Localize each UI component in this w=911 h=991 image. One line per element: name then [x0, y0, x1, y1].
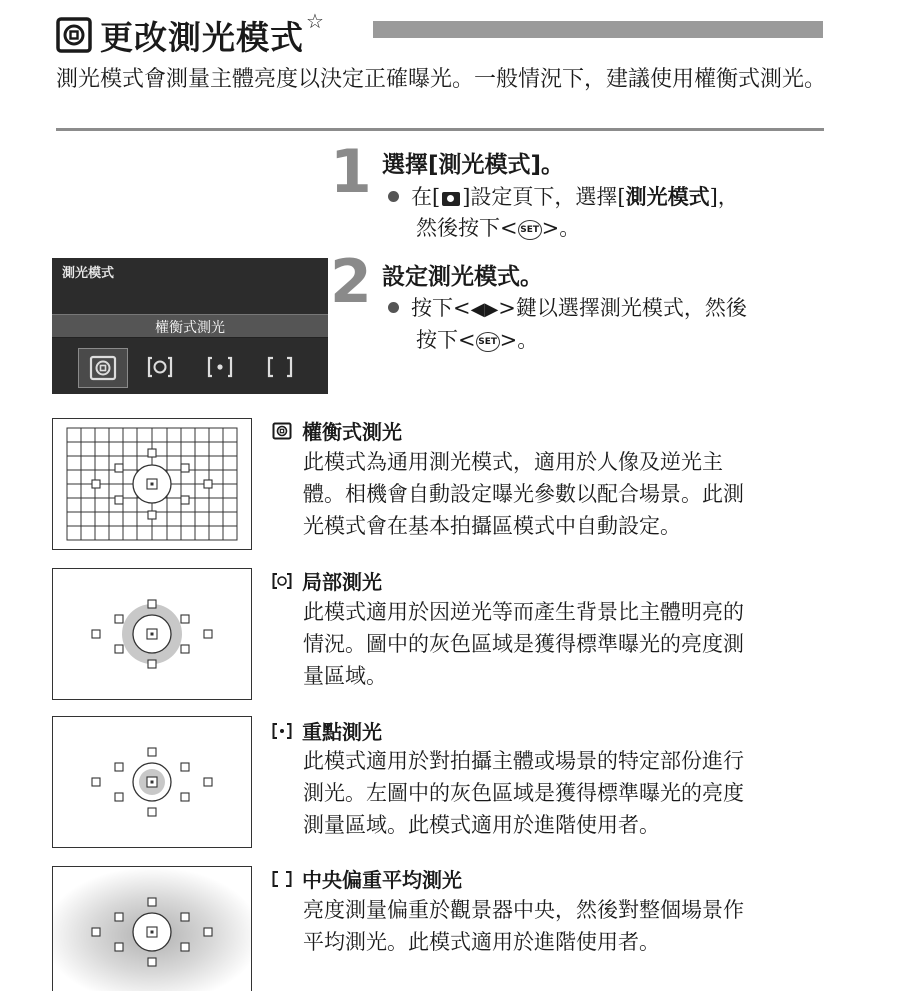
- camera-option-partial[interactable]: [136, 348, 184, 386]
- spot-metering-icon: [196, 348, 244, 386]
- set-button-icon: SET: [518, 220, 542, 240]
- page-header: [56, 9, 324, 58]
- bullet-icon: [388, 191, 399, 202]
- partial-metering-icon: [272, 572, 292, 590]
- set-button-icon: SET: [476, 332, 500, 352]
- step-1-heading: 選擇[測光模式]。: [382, 152, 565, 178]
- evaluative-metering-icon: [56, 17, 92, 53]
- camera-option-spot[interactable]: [196, 348, 244, 386]
- step-1-body: [388, 182, 828, 244]
- mode-evaluative-heading: 權衡式測光: [272, 416, 402, 445]
- step-1-line-2: 然後按下< SET >。: [416, 216, 581, 240]
- mode-spot-description: 此模式適用於對拍攝主體或場景的特定部份進行 測光。左圖中的灰色區域是獲得標準曝光的亮度 測量區域。此模式適用於進階使用者。: [303, 749, 744, 837]
- partial-metering-illustration: [53, 569, 251, 699]
- step-number-2: 2: [330, 247, 372, 317]
- evaluative-metering-icon: [272, 422, 292, 440]
- center-weighted-metering-icon: [272, 870, 292, 888]
- camera-lcd-screen: [52, 258, 328, 394]
- section-rule: [56, 128, 824, 131]
- partial-metering-diagram: [52, 568, 252, 700]
- center-weighted-metering-icon: [256, 348, 304, 386]
- mode-center-weighted-heading: 中央偏重平均測光: [272, 864, 462, 893]
- evaluative-metering-icon: [79, 349, 127, 387]
- mode-partial-heading: 局部測光: [272, 566, 382, 595]
- evaluative-grid-illustration: [53, 419, 251, 549]
- center-weighted-metering-diagram: [52, 866, 252, 991]
- camera-screen-title: 測光模式: [62, 266, 115, 281]
- center-weighted-illustration: [53, 867, 251, 991]
- step-2-line-1: 按下<◀▶>鍵以選擇測光模式，然後: [388, 293, 828, 325]
- spot-metering-diagram: [52, 716, 252, 848]
- spot-metering-icon: [272, 722, 292, 740]
- page-title: 更改測光模式: [100, 17, 304, 57]
- camera-shooting-icon: [442, 192, 460, 206]
- evaluative-metering-diagram: [52, 418, 252, 550]
- step-1-line-1: 在[ ]設定頁下，選擇[測光模式]，: [388, 182, 828, 213]
- spot-metering-illustration: [53, 717, 251, 847]
- step-number-1: 1: [330, 137, 372, 207]
- camera-option-evaluative[interactable]: [78, 348, 128, 388]
- step-2-line-2: 按下< SET >。: [416, 328, 539, 352]
- bullet-icon: [388, 302, 399, 313]
- title-divider-bar: [373, 21, 823, 38]
- mode-spot-heading: 重點測光: [272, 716, 382, 745]
- partial-metering-icon: [136, 348, 184, 386]
- intro-paragraph: 測光模式會測量主體亮度以決定正確曝光。一般情況下，建議使用權衡式測光。: [56, 67, 827, 92]
- step-2-heading: 設定測光模式。: [382, 264, 543, 290]
- mode-evaluative-description: 此模式為通用測光模式，適用於人像及逆光主 體。相機會自動設定曝光參數以配合場景。此測 光模式會在基本拍攝區模式中自動設定。: [303, 450, 744, 538]
- mode-partial-description: 此模式適用於因逆光等而產生背景比主體明亮的 情況。圖中的灰色區域是獲得標準曝光的亮度測 量區域。: [303, 600, 744, 688]
- camera-option-center-weighted[interactable]: [256, 348, 304, 386]
- mode-center-weighted-description: 亮度測量偏重於觀景器中央，然後對整個場景作 平均測光。此模式適用於進階使用者。: [303, 898, 744, 954]
- left-right-arrows-icon: ◀▶: [470, 299, 499, 320]
- difficulty-star: ☆: [306, 9, 324, 33]
- camera-selected-mode-label: 權衡式測光: [155, 320, 225, 336]
- step-2-body: [388, 293, 828, 356]
